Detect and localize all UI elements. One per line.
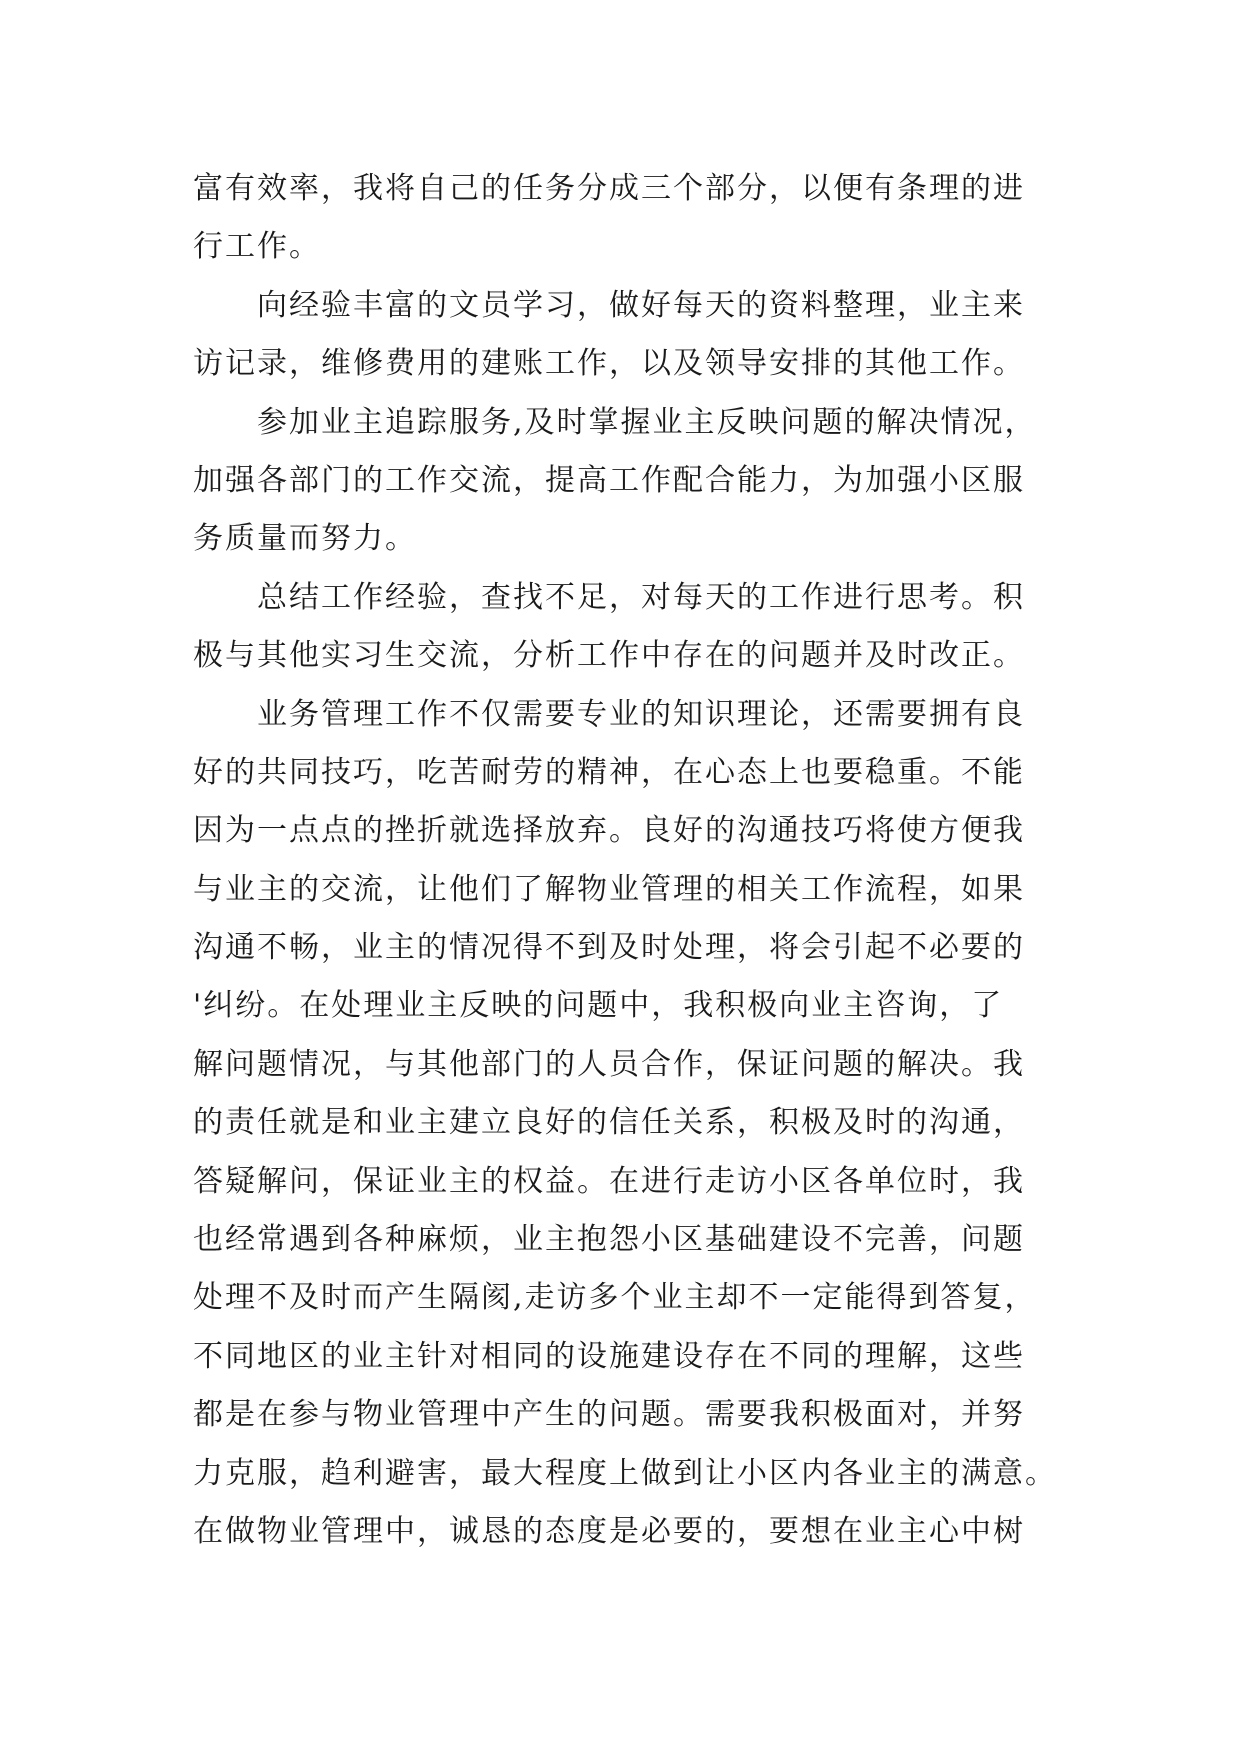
- text-line: 因为一点点的挫折就选择放弃。良好的沟通技巧将使方便我: [193, 813, 1025, 849]
- text-line: 极与其他实习生交流，分析工作中存在的问题并及时改正。: [193, 638, 1025, 674]
- text-line: 沟通不畅，业主的情况得不到及时处理，将会引起不必要的: [193, 930, 1025, 966]
- text-line: 不同地区的业主针对相同的设施建设存在不同的理解，这些: [193, 1338, 1025, 1374]
- text-line: 都是在参与物业管理中产生的问题。需要我积极面对，并努: [193, 1397, 1025, 1433]
- text-line: 业务管理工作不仅需要专业的知识理论，还需要拥有良: [257, 696, 1025, 732]
- text-line: 力克服，趋利避害，最大程度上做到让小区内各业主的满意。: [193, 1455, 1057, 1491]
- text-line: 也经常遇到各种麻烦，业主抱怨小区基础建设不完善，问题: [193, 1222, 1025, 1258]
- text-line: 解问题情况，与其他部门的人员合作，保证问题的解决。我: [193, 1046, 1025, 1082]
- text-line: 与业主的交流，让他们了解物业管理的相关工作流程，如果: [193, 871, 1025, 907]
- body-text: [193, 160, 1073, 1561]
- text-line: 答疑解问，保证业主的权益。在进行走访小区各单位时，我: [193, 1163, 1025, 1199]
- text-line: '纠纷。在处理业主反映的问题中，我积极向业主咨询，了: [193, 988, 1004, 1024]
- text-line: 行工作。: [193, 229, 321, 265]
- text-line: 在做物业管理中，诚恳的态度是必要的，要想在业主心中树: [193, 1513, 1025, 1549]
- text-line: 总结工作经验，查找不足，对每天的工作进行思考。积: [257, 579, 1025, 615]
- text-line: 的责任就是和业主建立良好的信任关系，积极及时的沟通，: [193, 1105, 1025, 1141]
- text-line: 向经验丰富的文员学习，做好每天的资料整理，业主来: [257, 287, 1025, 323]
- text-line: 好的共同技巧，吃苦耐劳的精神，在心态上也要稳重。不能: [193, 754, 1025, 790]
- text-line: 参加业主追踪服务,及时掌握业主反映问题的解决情况，: [257, 404, 1037, 440]
- text-line: 加强各部门的工作交流，提高工作配合能力，为加强小区服: [193, 462, 1025, 498]
- text-line: 富有效率，我将自己的任务分成三个部分，以便有条理的进: [193, 171, 1025, 206]
- text-line: 务质量而努力。: [193, 521, 417, 557]
- text-line: 访记录，维修费用的建账工作，以及领导安排的其他工作。: [193, 346, 1025, 382]
- text-line: 处理不及时而产生隔阂,走访多个业主却不一定能得到答复，: [193, 1280, 1037, 1316]
